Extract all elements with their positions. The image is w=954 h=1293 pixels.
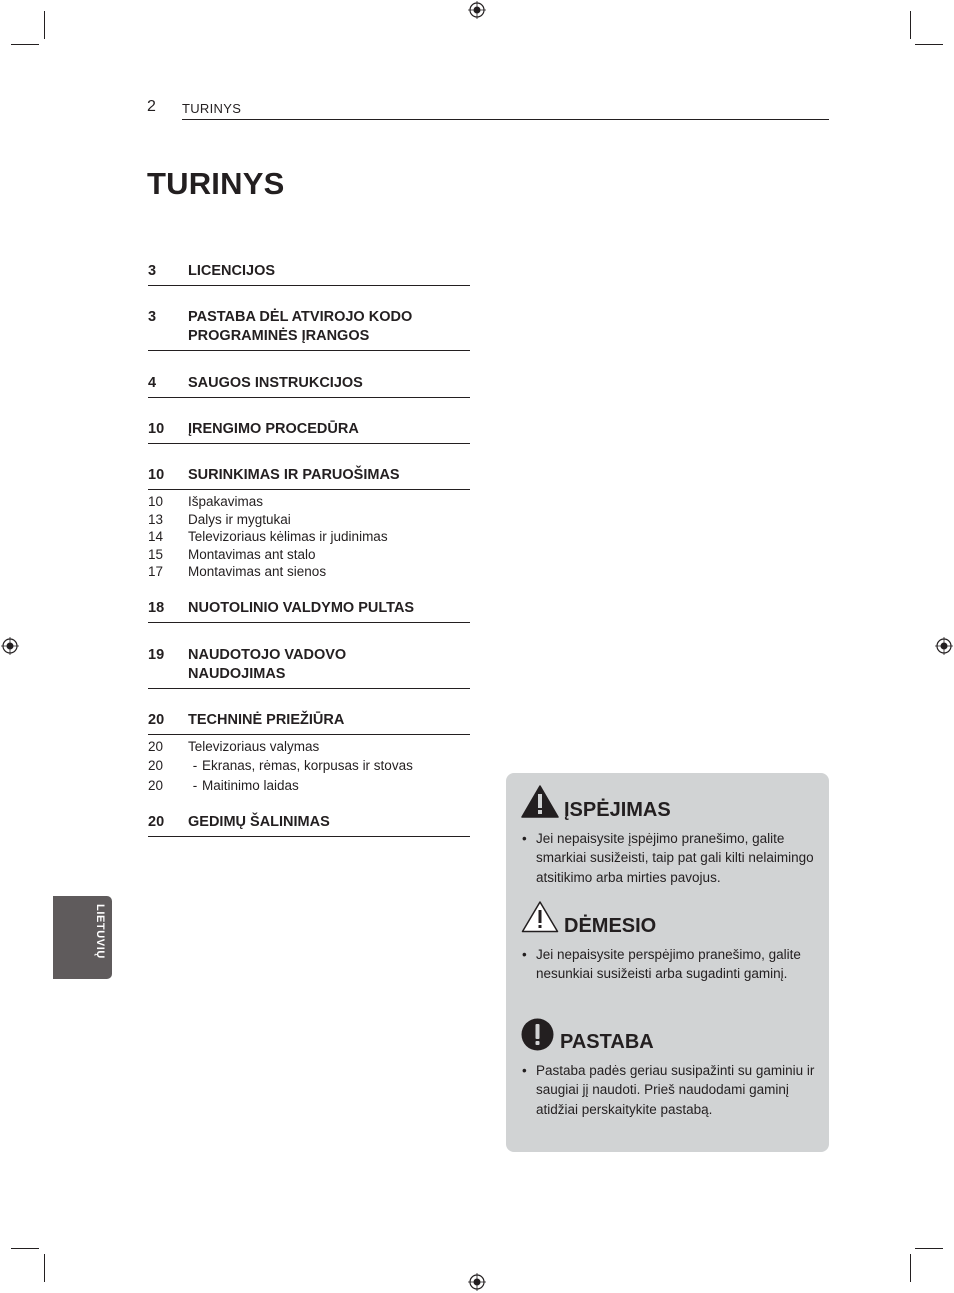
caution-body: Jei nepaisysite perspėjimo pranešimo, galite nesunkiai susižeisti arba sugadinti gaminį. xyxy=(536,947,801,982)
toc-page-number: 10 xyxy=(148,421,165,437)
bullet: • xyxy=(522,831,527,846)
toc-entry-title-line2: PROGRAMINĖS ĮRANGOS xyxy=(188,328,370,344)
toc-entry-title-line2: NAUDOJIMAS xyxy=(188,666,286,682)
registration-mark-icon xyxy=(468,1,486,19)
toc-entry-title: ĮRENGIMO PROCEDŪRA xyxy=(188,421,359,437)
crop-mark xyxy=(11,1248,39,1249)
toc-subentry[interactable] xyxy=(148,528,388,546)
crop-mark xyxy=(915,1248,943,1249)
toc-subentry-title: Montavimas ant stalo xyxy=(188,546,316,562)
crop-mark xyxy=(915,44,943,45)
page-number: 2 xyxy=(147,98,156,115)
toc-page-number: 20 xyxy=(148,712,165,728)
running-title: TURINYS xyxy=(182,101,242,116)
note-text xyxy=(522,1061,826,1119)
toc-subentry[interactable] xyxy=(148,563,326,581)
crop-mark xyxy=(910,11,911,39)
note-title: PASTABA xyxy=(560,1031,654,1053)
toc-page-number: 20 xyxy=(148,814,165,830)
toc-page-number: 14 xyxy=(148,529,164,544)
toc-page-number: 18 xyxy=(148,600,165,616)
toc-subentry-title: Išpakavimas xyxy=(188,494,264,509)
crop-mark xyxy=(11,44,39,45)
toc-entry-title: LICENCIJOS xyxy=(188,263,276,279)
exclamation-circle-icon xyxy=(521,1018,554,1051)
toc-entry-licencijos[interactable] xyxy=(148,262,470,286)
toc-page-number: 20 xyxy=(148,778,164,793)
toc-entry-troubleshooting[interactable] xyxy=(148,813,470,837)
toc-subentry[interactable] xyxy=(148,777,299,795)
toc-entry-title: NUOTOLINIO VALDYMO PULTAS xyxy=(188,600,415,616)
toc-subentry[interactable] xyxy=(148,546,316,564)
toc-subentry-title: Montavimas ant sienos xyxy=(188,564,327,579)
toc-entry-safety[interactable] xyxy=(148,374,470,398)
toc-page-number: 19 xyxy=(148,647,165,663)
crop-mark xyxy=(910,1254,911,1282)
toc-subentry[interactable] xyxy=(148,493,263,511)
toc-page-number: 15 xyxy=(148,546,164,562)
toc-page-number: 10 xyxy=(148,467,165,483)
toc-dash: - xyxy=(192,778,198,793)
toc-dash: - xyxy=(192,758,198,773)
toc-entry-title: SURINKIMAS IR PARUOŠIMAS xyxy=(188,467,400,483)
warning-triangle-outline-icon xyxy=(521,900,559,933)
toc-page-number: 17 xyxy=(148,564,164,579)
toc-entry-title: GEDIMŲ ŠALINIMAS xyxy=(188,814,330,830)
toc-subentry-title: Televizoriaus valymas xyxy=(188,739,320,754)
language-tab-label: LIETUVIŲ xyxy=(94,904,106,959)
toc-entry-remote[interactable] xyxy=(148,599,470,623)
toc-page-number: 20 xyxy=(148,758,164,773)
toc-subentry[interactable] xyxy=(148,757,413,775)
toc-entry-title: SAUGOS INSTRUKCIJOS xyxy=(188,375,363,391)
toc-subentry-title: Dalys ir mygtukai xyxy=(188,511,291,527)
caution-title: DĖMESIO xyxy=(564,915,657,937)
crop-mark xyxy=(44,11,45,39)
toc-entry-install[interactable] xyxy=(148,420,470,444)
bullet: • xyxy=(522,1063,527,1078)
warning-triangle-filled-icon xyxy=(521,785,559,818)
toc-subentry[interactable] xyxy=(148,738,319,756)
toc-subentry-title: Televizoriaus kėlimas ir judinimas xyxy=(188,529,388,544)
note-body: Pastaba padės geriau susipažinti su gaminiu ir saugiai jį naudoti. Prieš naudodami gaminį atidžiai perskaitykite pastabą. xyxy=(536,1063,815,1117)
warning-text xyxy=(522,829,826,887)
toc-subentry[interactable] xyxy=(148,511,291,529)
toc-page-number: 3 xyxy=(148,263,157,279)
toc-entry-title: TECHNINĖ PRIEŽIŪRA xyxy=(188,712,345,728)
registration-mark-icon xyxy=(1,637,19,655)
toc-subentry-title: Maitinimo laidas xyxy=(202,778,299,793)
toc-entry-open-source[interactable] xyxy=(148,308,470,351)
warning-title: ĮSPĖJIMAS xyxy=(564,799,671,821)
toc-entry-assembly[interactable] xyxy=(148,466,470,490)
toc-page-number: 20 xyxy=(148,739,164,754)
caution-text xyxy=(522,945,826,984)
toc-page-number: 3 xyxy=(148,309,157,325)
warning-body: Jei nepaisysite įspėjimo pranešimo, galite smarkiai susižeisti, taip pat gali kilti nelaimingo atsitikimo arba mirties pavojus. xyxy=(536,831,814,885)
bullet: • xyxy=(522,947,527,962)
page-title: TURINYS xyxy=(147,166,285,201)
crop-mark xyxy=(44,1254,45,1282)
toc-subentry-title: Ekranas, rėmas, korpusas ir stovas xyxy=(202,758,413,773)
toc-entry-guide[interactable] xyxy=(148,646,470,689)
toc-page-number: 10 xyxy=(148,494,164,509)
toc-entry-title-line1: PASTABA DĖL ATVIROJO KODO xyxy=(188,309,413,325)
toc-page-number: 13 xyxy=(148,511,164,527)
toc-entry-title-line1: NAUDOTOJO VADOVO xyxy=(188,647,347,663)
toc-page-number: 4 xyxy=(148,375,157,391)
header-rule xyxy=(182,119,829,120)
language-tab xyxy=(53,896,112,979)
registration-mark-icon xyxy=(468,1273,486,1291)
registration-mark-icon xyxy=(935,637,953,655)
toc-entry-maintenance[interactable] xyxy=(148,711,470,735)
